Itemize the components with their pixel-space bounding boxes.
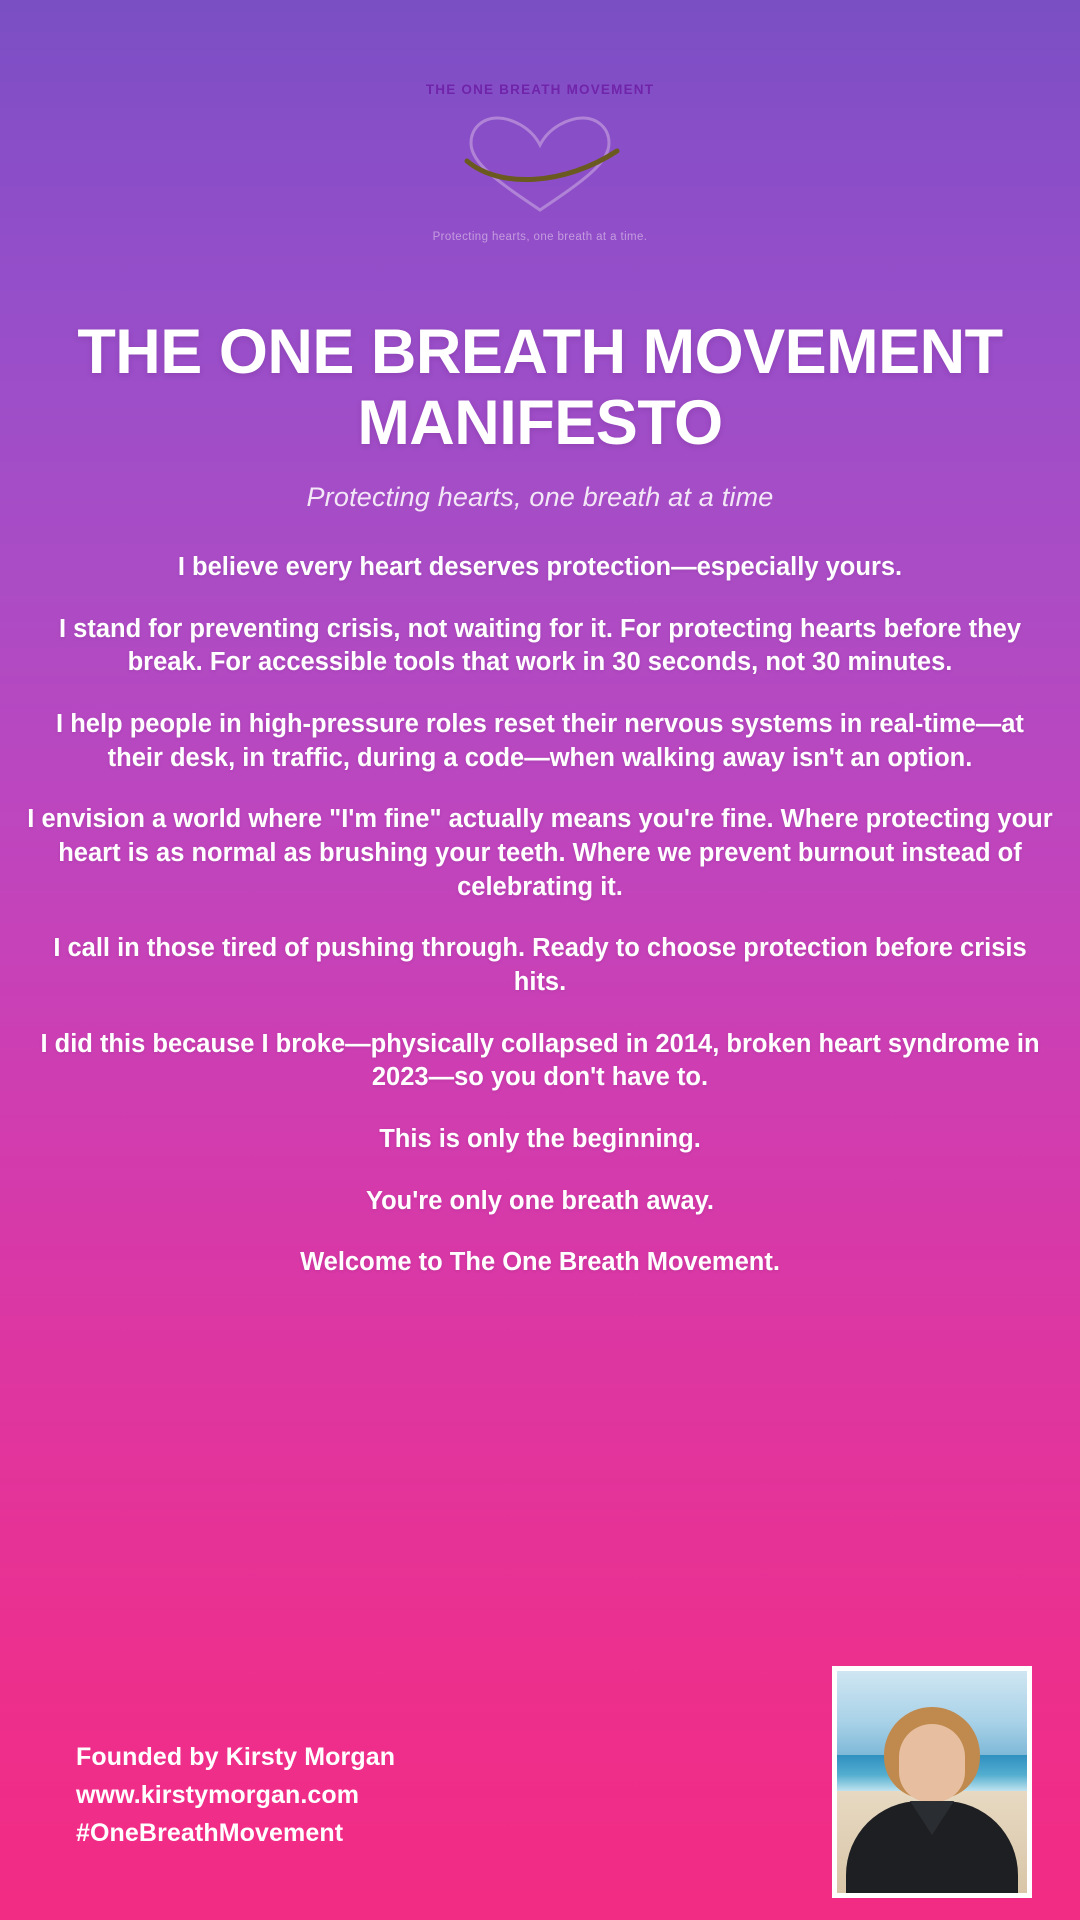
manifesto-paragraph: I did this because I broke—physically collapsed in 2014, broken heart syndrome in 2023—so you don't have to. bbox=[40, 1029, 1040, 1092]
manifesto-body bbox=[20, 551, 1060, 1308]
footer-hashtag: #OneBreathMovement bbox=[76, 1819, 344, 1847]
footer-website[interactable]: www.kirstymorgan.com bbox=[76, 1781, 360, 1809]
manifesto-paragraph: I stand for preventing crisis, not waiting for it. For protecting hearts before they break. For accessible tools that work in 30 seconds, not 30 minutes. bbox=[58, 614, 1022, 677]
heart-outline-with-swoosh-icon bbox=[445, 107, 635, 219]
portrait-face bbox=[899, 1724, 965, 1802]
logo-brand-text: THE ONE BREATH MOVEMENT bbox=[425, 82, 655, 97]
footer-credits bbox=[76, 1743, 395, 1848]
footer-founder: Founded by Kirsty Morgan bbox=[76, 1743, 396, 1771]
manifesto-paragraph: I call in those tired of pushing through. Ready to choose protection before crisis hits. bbox=[53, 934, 1027, 996]
founder-portrait-photo bbox=[832, 1666, 1032, 1898]
manifesto-paragraph: This is only the beginning. bbox=[379, 1124, 701, 1153]
manifesto-paragraph: I help people in high-pressure roles reset their nervous systems in real-time—at their desk, in traffic, during a code—when walking away isn't an option. bbox=[56, 710, 1024, 772]
manifesto-paragraph: Welcome to The One Breath Movement. bbox=[300, 1248, 780, 1277]
page-title: THE ONE BREATH MOVEMENT MANIFESTO bbox=[77, 317, 1003, 458]
manifesto-paragraph: I envision a world where "I'm fine" actually means you're fine. Where protecting your heart is as normal as brushing your teeth. Where we prevent burnout instead of celebrating it. bbox=[27, 805, 1053, 901]
logo-tagline-text: Protecting hearts, one breath at a time. bbox=[432, 231, 648, 243]
page-subtitle: Protecting hearts, one breath at a time bbox=[306, 482, 774, 513]
manifesto-paragraph: You're only one breath away. bbox=[365, 1186, 715, 1215]
logo-block bbox=[330, 82, 750, 243]
manifesto-paragraph: I believe every heart deserves protection—especially yours. bbox=[177, 553, 903, 582]
